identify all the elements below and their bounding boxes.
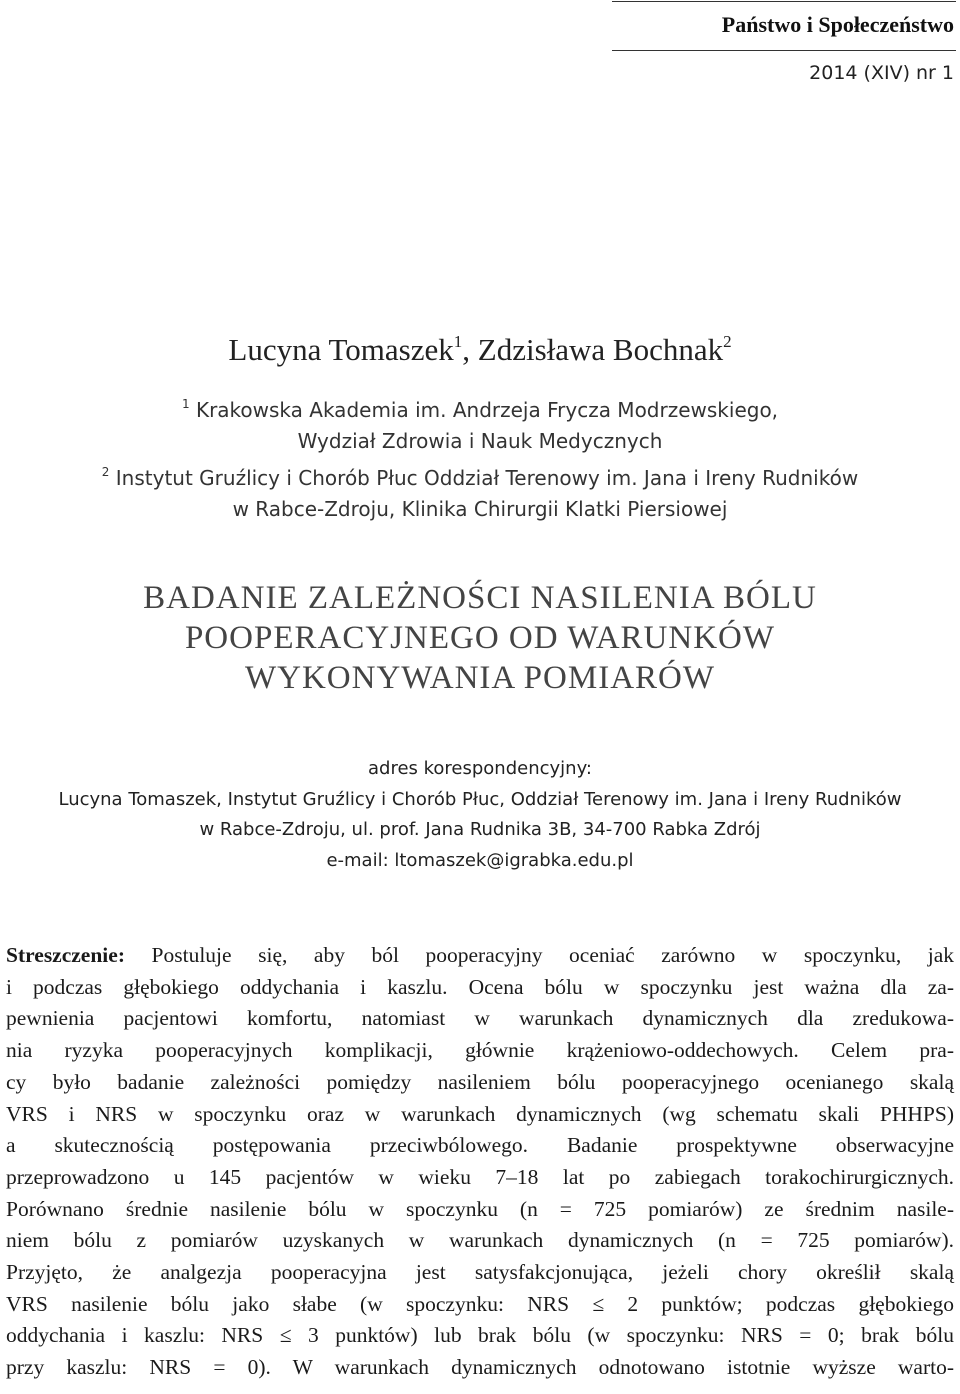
- abstract-line-11: Przyjęto, że analgezja pooperacyjna jest satysfakcjonująca, jeżeli chory określił skalą: [6, 1260, 954, 1285]
- article-title: [0, 578, 960, 698]
- abstract-line-14: przy kaszlu: NRS = 0). W warunkach dynamicznych odnotowano istotnie wyższe warto-: [6, 1355, 954, 1380]
- affiliation-1-text: Krakowska Akademia im. Andrzeja Frycza Modrzewskiego,: [195, 398, 779, 422]
- title-line-2: POOPERACYJNEGO OD WARUNKÓW: [184, 620, 776, 656]
- abstract-line-3: pewnienia pacjentowi komfortu, natomiast w warunkach dynamicznych dla zredukowa-: [6, 1006, 954, 1031]
- author-1-name: Lucyna Tomaszek: [228, 332, 454, 367]
- correspondence-line-1: Lucyna Tomaszek, Instytut Gruźlicy i Chorób Płuc, Oddział Terenowy im. Jana i Ireny Rudników: [58, 788, 902, 810]
- abstract-line-2: i podczas głębokiego oddychania i kaszlu. Ocena bólu w spoczynku jest ważna dla za-: [6, 974, 954, 999]
- affiliation-1-sup: 1: [181, 397, 190, 411]
- abstract-line-6: VRS i NRS w spoczynku oraz w warunkach dynamicznych (wg schematu skali PHHPS): [6, 1101, 954, 1126]
- affiliation-1-line-1: [0, 389, 960, 426]
- correspondence-block: [0, 754, 960, 876]
- abstract-line-7: a skutecznością postępowania przeciwbólowego. Badanie prospektywne obserwacyjne: [6, 1133, 954, 1158]
- author-2-sup: 2: [723, 332, 732, 351]
- author-names-line: [0, 68, 960, 108]
- affiliation-2-line-1: [0, 457, 960, 494]
- affiliation-1-line-2: Wydział Zdrowia i Nauk Medycznych: [297, 429, 663, 453]
- author-1-sup: 1: [453, 332, 463, 351]
- author-2-name: Zdzisława Bochnak: [477, 332, 724, 367]
- correspondence-line-2: w Rabce-Zdroju, ul. prof. Jana Rudnika 3B, 34-700 Rabka Zdrój: [199, 819, 761, 840]
- correspondence-label: adres korespondencyjny:: [367, 758, 592, 779]
- correspondence-email[interactable]: e-mail: ltomaszek@igrabka.edu.pl: [326, 849, 634, 871]
- abstract-line-1-text: Postuluje się, aby ból pooperacyjny oceniać zarówno w spoczynku, jak: [125, 943, 954, 967]
- header-top-rule: [612, 1, 956, 2]
- affiliation-2-sup: 2: [101, 465, 110, 479]
- author-separator: ,: [462, 332, 478, 367]
- abstract-line-13: oddychania i kaszlu: NRS ≤ 3 punktów) lub brak bólu (w spoczynku: NRS = 0; brak bólu: [6, 1323, 954, 1348]
- issue-number: 2014 (XIV) nr 1: [809, 62, 954, 84]
- header-rule: [612, 50, 956, 51]
- abstract-line-12: VRS nasilenie bólu jako słabe (w spoczynku: NRS ≤ 2 punktów; podczas głębokiego: [6, 1291, 954, 1316]
- abstract-label: Streszczenie:: [6, 943, 125, 967]
- abstract-line-9: Porównano średnie nasilenie bólu w spoczynku (n = 725 pomiarów) ze średnim nasile-: [6, 1196, 954, 1221]
- affiliation-2-line-2: w Rabce-Zdroju, Klinika Chirurgii Klatki Piersiowej: [232, 497, 728, 521]
- title-line-3: WYKONYWANIA POMIARÓW: [244, 660, 716, 696]
- journal-title: Państwo i Społeczeństwo: [721, 12, 954, 37]
- title-line-1: BADANIE ZALEŻNOŚCI NASILENIA BÓLU: [143, 580, 817, 616]
- abstract-line-1: [6, 940, 954, 972]
- abstract-line-8: przeprowadzono u 145 pacjentów w wieku 7–18 lat po zabiegach torakochirurgicznych.: [6, 1164, 954, 1189]
- abstract-line-4: nia ryzyka pooperacyjnych komplikacji, głównie krążeniowo-oddechowych. Celem pra-: [6, 1038, 954, 1063]
- abstract-line-5: cy było badanie zależności pomiędzy nasileniem bólu pooperacyjnego ocenianego skalą: [6, 1069, 954, 1094]
- abstract: [6, 940, 954, 1384]
- affiliation-2-text: Instytut Gruźlicy i Chorób Płuc Oddział Terenowy im. Jana i Ireny Rudników: [115, 466, 859, 490]
- author-names-heading: [0, 322, 960, 370]
- affiliations: [0, 389, 960, 525]
- abstract-line-10: niem bólu z pomiarów uzyskanych w warunkach dynamicznych (n = 725 pomiarów).: [6, 1228, 954, 1253]
